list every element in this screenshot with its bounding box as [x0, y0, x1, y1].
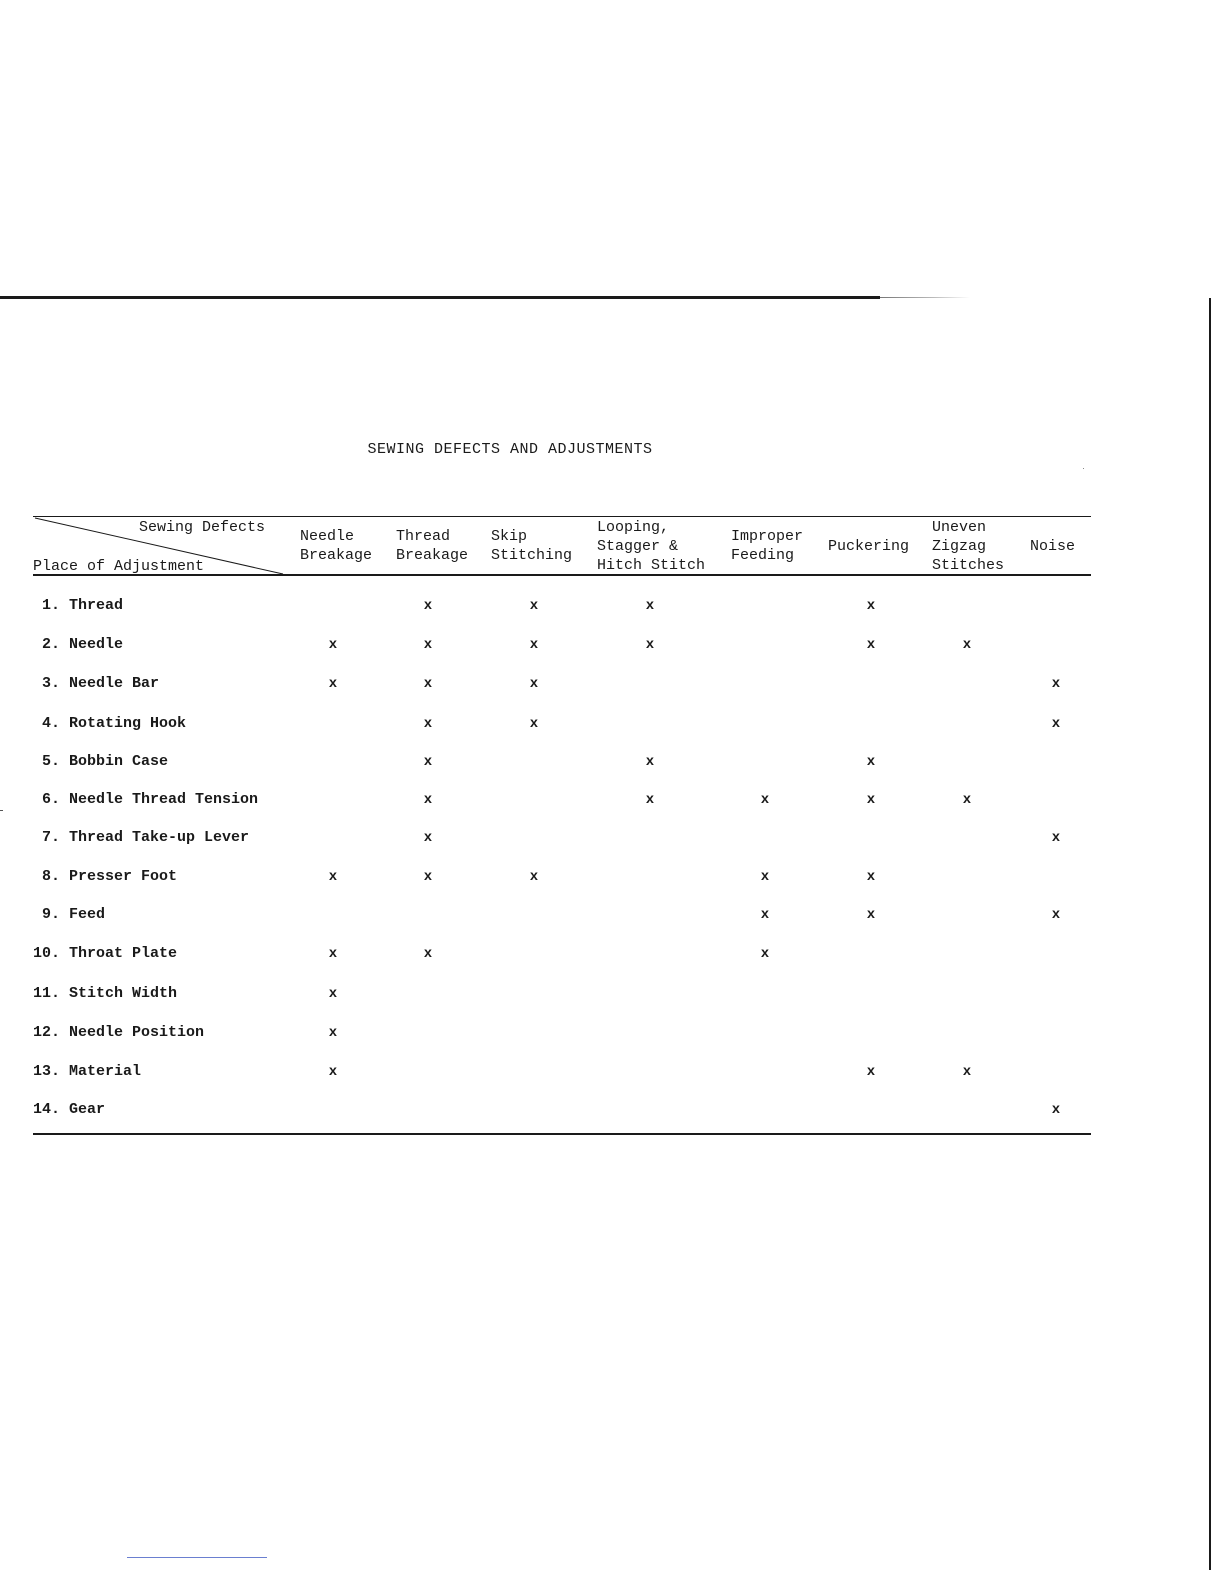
- defect-mark: x: [866, 754, 876, 770]
- row-label: 14. Gear: [33, 1101, 106, 1118]
- defect-mark: x: [328, 869, 338, 885]
- defect-mark: x: [423, 716, 433, 732]
- column-header-looping: [597, 518, 705, 575]
- row-label: 8. Presser Foot: [33, 868, 178, 885]
- row-label: 4. Rotating Hook: [33, 715, 187, 732]
- defect-mark: x: [1051, 716, 1061, 732]
- defect-mark: x: [962, 792, 972, 808]
- corner-label-place: Place of Adjustment: [33, 558, 205, 575]
- defect-mark: x: [1051, 907, 1061, 923]
- defect-mark: x: [760, 946, 770, 962]
- defect-mark: x: [328, 676, 338, 692]
- row-label: 13. Material: [33, 1063, 142, 1080]
- row-label: 3. Needle Bar: [33, 675, 160, 692]
- column-header-line: Looping,: [597, 518, 670, 536]
- defect-mark: x: [962, 1064, 972, 1080]
- column-header-line: Hitch Stitch: [597, 556, 706, 574]
- row-label: 9. Feed: [33, 906, 106, 923]
- defect-mark: x: [962, 637, 972, 653]
- defect-mark: x: [645, 754, 655, 770]
- speck: [1083, 468, 1084, 469]
- defect-mark: x: [328, 986, 338, 1002]
- column-header-line: Stitches: [932, 556, 1005, 574]
- defect-mark: x: [645, 792, 655, 808]
- column-header-puckering: [828, 537, 909, 556]
- defect-mark: x: [529, 716, 539, 732]
- column-header-line: Uneven: [932, 518, 987, 536]
- top-page-rule-fade: [880, 297, 970, 298]
- column-header-line: Zigzag: [932, 537, 987, 555]
- defect-mark: x: [866, 637, 876, 653]
- defect-mark: x: [423, 676, 433, 692]
- row-label: 5. Bobbin Case: [33, 753, 169, 770]
- column-header-line: Feeding: [731, 547, 795, 564]
- defect-mark: x: [645, 637, 655, 653]
- defect-mark: x: [866, 907, 876, 923]
- defect-mark: x: [328, 637, 338, 653]
- defect-mark: x: [866, 1064, 876, 1080]
- defect-mark: x: [1051, 830, 1061, 846]
- defect-mark: x: [423, 754, 433, 770]
- column-header-uneven-zigzag: [932, 518, 1004, 575]
- defect-mark: x: [645, 598, 655, 614]
- defect-mark: x: [328, 1025, 338, 1041]
- page-edge-line: [1209, 298, 1211, 1570]
- defect-mark: x: [866, 869, 876, 885]
- defect-mark: x: [423, 792, 433, 808]
- row-label: 11. Stitch Width: [33, 985, 178, 1002]
- defect-mark: x: [328, 946, 338, 962]
- column-header-line: Improper: [731, 528, 804, 545]
- row-label: 12. Needle Position: [33, 1024, 205, 1041]
- bottom-mark-line: [127, 1557, 267, 1558]
- defect-mark: x: [760, 792, 770, 808]
- defect-mark: x: [423, 598, 433, 614]
- column-header-line: Needle: [300, 528, 355, 545]
- column-header-line: Puckering: [828, 537, 910, 555]
- column-header-line: Breakage: [396, 547, 469, 564]
- row-label: 6. Needle Thread Tension: [33, 791, 259, 808]
- defect-mark: x: [866, 792, 876, 808]
- corner-label-defects: Sewing Defects: [139, 519, 266, 536]
- defect-mark: x: [423, 830, 433, 846]
- defect-mark: x: [1051, 676, 1061, 692]
- defect-mark: x: [760, 907, 770, 923]
- defect-mark: x: [529, 598, 539, 614]
- column-header-line: Thread: [396, 528, 451, 545]
- column-header-needle-breakage: [300, 527, 372, 565]
- column-header-thread-breakage: [396, 527, 468, 565]
- defect-mark: x: [423, 946, 433, 962]
- defect-mark: x: [760, 869, 770, 885]
- defect-mark: x: [529, 676, 539, 692]
- column-header-line: Skip: [491, 528, 528, 545]
- column-header-line: Stitching: [491, 547, 573, 564]
- defect-mark: x: [529, 637, 539, 653]
- column-header-line: Stagger &: [597, 537, 679, 555]
- defect-mark: x: [1051, 1102, 1061, 1118]
- top-page-rule: [0, 296, 880, 299]
- defect-mark: x: [423, 869, 433, 885]
- column-header-skip-stitching: [491, 527, 572, 565]
- table-bottom-rule: [33, 1133, 1091, 1135]
- column-header-improper-feeding: [731, 527, 803, 565]
- column-header-line: Breakage: [300, 547, 373, 564]
- column-header-noise: [1030, 537, 1075, 556]
- row-label: 10. Throat Plate: [33, 945, 178, 962]
- row-label: 1. Thread: [33, 597, 124, 614]
- column-header-line: Noise: [1030, 537, 1076, 555]
- defect-mark: x: [423, 637, 433, 653]
- defect-mark: x: [866, 598, 876, 614]
- defect-mark: x: [328, 1064, 338, 1080]
- side-tick: [0, 810, 3, 811]
- row-label: 2. Needle: [33, 636, 124, 653]
- defect-mark: x: [529, 869, 539, 885]
- row-label: 7. Thread Take-up Lever: [33, 829, 250, 846]
- page-title: SEWING DEFECTS AND ADJUSTMENTS: [367, 441, 653, 458]
